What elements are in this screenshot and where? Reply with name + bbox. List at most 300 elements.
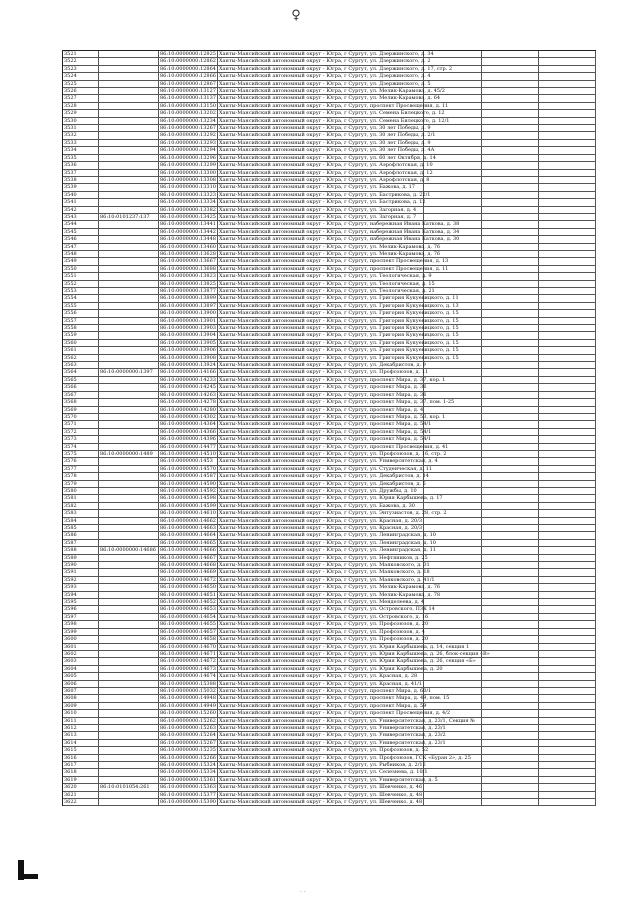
- empty-cell: [424, 503, 482, 509]
- empty-cell: [482, 577, 539, 583]
- table-row: [63, 288, 596, 295]
- empty-cell: [424, 362, 482, 368]
- empty-cell: [424, 451, 482, 457]
- old-cadastral-number: 86:10:0000000:1489: [99, 451, 159, 457]
- empty-cell: [424, 755, 482, 761]
- empty-cell: [539, 481, 596, 487]
- cadastral-number: 86:10:0000000:14477: [159, 444, 218, 450]
- cadastral-number: 86:10:0000000:13899: [159, 295, 218, 301]
- address: [218, 636, 429, 643]
- address-street: ул. Семена Билецкого, д. 12: [369, 110, 445, 117]
- address-prefix: Ханты-Мансийский автономный округ - Югра, г Сургут,: [219, 443, 370, 450]
- table-row: [63, 377, 596, 384]
- row-number: 3596: [63, 606, 99, 612]
- empty-cell: [424, 118, 482, 124]
- old-cadastral-number: [99, 703, 159, 709]
- address: [218, 236, 460, 243]
- empty-cell: [539, 281, 596, 287]
- empty-cell: [482, 288, 539, 294]
- row-number: 3587: [63, 540, 99, 546]
- row-number: 3619: [63, 777, 99, 783]
- empty-cell: [482, 488, 539, 494]
- empty-cell: [424, 155, 482, 161]
- address-prefix: Ханты-Мансийский автономный округ - Югра, г Сургут,: [219, 206, 370, 213]
- address-street: проспект Мира, д. 54/1: [369, 436, 432, 443]
- empty-cell: [482, 740, 539, 746]
- old-cadastral-number: [99, 140, 159, 146]
- empty-cell: [424, 444, 482, 450]
- cadastral-number: 86:10:0000000:14667: [159, 555, 218, 561]
- old-cadastral-number: [99, 399, 159, 405]
- row-number: 3600: [63, 636, 99, 642]
- old-cadastral-number: [99, 103, 159, 109]
- empty-cell: [424, 525, 482, 531]
- empty-cell: [539, 569, 596, 575]
- empty-cell: [424, 495, 482, 501]
- empty-cell: [482, 162, 539, 168]
- empty-cell: [424, 666, 482, 672]
- empty-cell: [482, 407, 539, 413]
- address-prefix: Ханты-Мансийский автономный округ - Югра, г Сургут,: [219, 80, 370, 87]
- empty-cell: [424, 310, 482, 316]
- address-street: ул. Университетская, д. 4: [369, 458, 438, 465]
- table-row: [63, 636, 596, 643]
- address-street: ул. Бажова, д. 30: [369, 502, 415, 509]
- empty-cell: [482, 525, 539, 531]
- address-street: ул. Семена Билецкого, д. 12/1: [369, 117, 450, 124]
- empty-cell: [482, 569, 539, 575]
- empty-cell: [539, 303, 596, 309]
- table-row: [63, 540, 596, 547]
- cadastral-number: 86:10:0000000:13137: [159, 95, 218, 101]
- row-number: 3570: [63, 414, 99, 420]
- address-street: ул. Менделеева, д. 4: [369, 599, 425, 606]
- empty-cell: [424, 51, 482, 57]
- empty-cell: [539, 266, 596, 272]
- address-street: ул. 60 лет Октября, д. 14: [369, 154, 436, 161]
- address: [218, 436, 432, 443]
- old-cadastral-number: [99, 384, 159, 390]
- empty-cell: [539, 340, 596, 346]
- empty-cell: [539, 547, 596, 553]
- empty-cell: [424, 192, 482, 198]
- cadastral-number: 86:10:0000000:13448: [159, 236, 218, 242]
- table-row: [63, 170, 596, 177]
- table-row: [63, 177, 596, 184]
- address-prefix: Ханты-Мансийский автономный округ - Югра, г Сургут,: [219, 406, 370, 413]
- old-cadastral-number: [99, 162, 159, 168]
- empty-cell: [539, 784, 596, 790]
- empty-cell: [482, 421, 539, 427]
- address: [218, 569, 430, 576]
- table-row: [63, 644, 596, 651]
- empty-cell: [424, 88, 482, 94]
- empty-cell: [424, 207, 482, 213]
- empty-cell: [539, 584, 596, 590]
- table-row: [63, 414, 596, 421]
- empty-cell: [482, 236, 539, 242]
- row-number: 3535: [63, 155, 99, 161]
- empty-cell: [424, 777, 482, 783]
- cadastral-number: 86:10:0000000:13425: [159, 214, 218, 220]
- old-cadastral-number: [99, 155, 159, 161]
- old-cadastral-number: [99, 599, 159, 605]
- cadastral-number: 86:10:0000000:15032: [159, 688, 218, 694]
- address: [218, 176, 430, 183]
- cadastral-number: 86:10:0000000:14655: [159, 621, 218, 627]
- cadastral-number: 86:10:0000000:13334: [159, 199, 218, 205]
- table-row: [63, 710, 596, 717]
- old-cadastral-number: 86:10:0000000:14686: [99, 547, 159, 553]
- old-cadastral-number: [99, 288, 159, 294]
- address-street: ул. Григория Кукуевицкого, д. 15: [369, 347, 459, 354]
- old-cadastral-number: [99, 392, 159, 398]
- empty-cell: [482, 755, 539, 761]
- empty-cell: [424, 718, 482, 724]
- address-prefix: Ханты-Мансийский автономный округ - Югра, г Сургут,: [219, 754, 370, 761]
- row-number: 3572: [63, 429, 99, 435]
- empty-cell: [539, 651, 596, 657]
- address: [218, 95, 441, 102]
- table-row: [63, 688, 596, 695]
- empty-cell: [539, 66, 596, 72]
- empty-cell: [539, 73, 596, 79]
- address-street: ул. Маяковского, д. 18: [369, 569, 430, 576]
- empty-cell: [482, 718, 539, 724]
- cadastral-number: 86:10:0000000:1453: [159, 458, 218, 464]
- table-row: [63, 666, 596, 673]
- empty-cell: [482, 784, 539, 790]
- cadastral-number: 86:10:0000000:15267: [159, 740, 218, 746]
- cadastral-number: 86:10:0000000:14669: [159, 569, 218, 575]
- address-street: ул. Бастрикова, д. 22/1: [369, 191, 431, 198]
- empty-cell: [482, 273, 539, 279]
- address-prefix: Ханты-Мансийский автономный округ - Югра, г Сургут,: [219, 332, 370, 339]
- address-street: проспект Мира, д. 4: [369, 406, 424, 413]
- cadastral-number: 86:10:0000000:13300: [159, 170, 218, 176]
- table-row: [63, 273, 596, 280]
- empty-cell: [424, 73, 482, 79]
- table-row: [63, 747, 596, 754]
- empty-cell: [482, 340, 539, 346]
- address-street: ул. Загорная, д. 4: [369, 206, 417, 213]
- row-number: 3593: [63, 584, 99, 590]
- empty-cell: [539, 503, 596, 509]
- empty-cell: [424, 688, 482, 694]
- old-cadastral-number: [99, 592, 159, 598]
- empty-cell: [424, 251, 482, 257]
- row-number: 3597: [63, 614, 99, 620]
- address-street: ул. Маяковского, д. 31: [369, 562, 430, 569]
- cadastral-number: 86:10:0000000:14364: [159, 421, 218, 427]
- table-row: [63, 407, 596, 414]
- address-prefix: Ханты-Мансийский автономный округ - Югра, г Сургут,: [219, 339, 370, 346]
- empty-cell: [482, 295, 539, 301]
- address-street: набережная Ивана Каткова, д. 34: [369, 228, 460, 235]
- address-prefix: Ханты-Мансийский автономный округ - Югра, г Сургут,: [219, 739, 370, 746]
- empty-cell: [539, 347, 596, 353]
- address: [218, 754, 471, 761]
- table-row: [63, 451, 596, 458]
- empty-cell: [424, 125, 482, 131]
- empty-cell: [539, 577, 596, 583]
- address-prefix: Ханты-Мансийский автономный округ - Югра, г Сургут,: [219, 58, 370, 65]
- empty-cell: [539, 621, 596, 627]
- empty-cell: [424, 569, 482, 575]
- empty-cell: [424, 132, 482, 138]
- row-number: 3537: [63, 170, 99, 176]
- address: [218, 147, 435, 154]
- header-mark: ♀: [291, 8, 301, 23]
- table-row: [63, 473, 596, 480]
- empty-cell: [424, 651, 482, 657]
- address-prefix: Ханты-Мансийский автономный округ - Югра, г Сургут,: [219, 465, 370, 472]
- address-street: проспект Просвещения, д. 13: [369, 258, 449, 265]
- row-number: 3551: [63, 273, 99, 279]
- cadastral-number: 86:10:0000000:13127: [159, 88, 218, 94]
- address-street: ул. Григория Кукуевицкого, д. 13: [369, 302, 459, 309]
- address-prefix: Ханты-Мансийский автономный округ - Югра, г Сургут,: [219, 376, 370, 383]
- address-street: ул. Григория Кукуевицкого, д. 15: [369, 310, 459, 317]
- row-number: 3589: [63, 555, 99, 561]
- row-number: 3540: [63, 192, 99, 198]
- row-number: 3558: [63, 325, 99, 331]
- empty-cell: [482, 451, 539, 457]
- empty-cell: [539, 703, 596, 709]
- cadastral-number: 86:10:0000000:14673: [159, 666, 218, 672]
- old-cadastral-number: [99, 347, 159, 353]
- address-prefix: Ханты-Мансийский автономный округ - Югра, г Сургут,: [219, 710, 370, 717]
- address: [218, 110, 445, 117]
- cadastral-number: 86:10:0000000:14366: [159, 429, 218, 435]
- address-prefix: Ханты-Мансийский автономный округ - Югра, г Сургут,: [219, 717, 370, 724]
- empty-cell: [424, 606, 482, 612]
- address-street: ул. Григория Кукуевицкого, д. 15: [369, 354, 459, 361]
- empty-cell: [424, 762, 482, 768]
- empty-cell: [539, 221, 596, 227]
- address-prefix: Ханты-Мансийский автономный округ - Югра, г Сургут,: [219, 658, 370, 665]
- empty-cell: [482, 458, 539, 464]
- cadastral-number: 86:10:0000000:14654: [159, 614, 218, 620]
- cadastral-number: 86:10:0000000:14668: [159, 562, 218, 568]
- row-number: 3602: [63, 651, 99, 657]
- row-number: 3554: [63, 295, 99, 301]
- row-number: 3603: [63, 658, 99, 664]
- cadastral-number: 86:10:0000000:15377: [159, 792, 218, 798]
- row-number: 3560: [63, 340, 99, 346]
- address: [218, 399, 455, 406]
- address: [218, 599, 424, 605]
- old-cadastral-number: [99, 769, 159, 775]
- address-street: ул. Дружбы, д. 10: [369, 487, 417, 494]
- empty-cell: [482, 599, 539, 605]
- address-street: ул. Аэрофлотская, д. 12: [369, 169, 433, 176]
- old-cadastral-number: [99, 495, 159, 501]
- address: [218, 325, 459, 332]
- empty-cell: [482, 636, 539, 642]
- row-number: 3590: [63, 562, 99, 568]
- empty-cell: [539, 599, 596, 605]
- cadastral-number: 86:10:0000000:13905: [159, 340, 218, 346]
- empty-cell: [424, 332, 482, 338]
- old-cadastral-number: [99, 170, 159, 176]
- address: [218, 102, 449, 109]
- table-row: [63, 495, 596, 502]
- address-street: ул. Нефтяников, д. 25: [369, 554, 428, 561]
- address: [218, 465, 433, 472]
- address-street: ул. Ленинградская, д. 10: [369, 539, 436, 546]
- address-prefix: Ханты-Мансийский автономный округ - Югра, г Сургут,: [219, 636, 370, 643]
- table-row: [63, 355, 596, 362]
- empty-cell: [539, 162, 596, 168]
- row-number: 3530: [63, 118, 99, 124]
- address: [218, 747, 429, 754]
- address-prefix: Ханты-Мансийский автономный округ - Югра, г Сургут,: [219, 428, 370, 435]
- old-cadastral-number: [99, 184, 159, 190]
- empty-cell: [539, 58, 596, 64]
- address-prefix: Ханты-Мансийский автономный округ - Югра, г Сургут,: [219, 673, 370, 680]
- address: [218, 347, 459, 354]
- row-number: 3555: [63, 303, 99, 309]
- address-prefix: Ханты-Мансийский автономный округ - Югра, г Сургут,: [219, 784, 370, 791]
- address: [218, 710, 450, 717]
- cadastral-number: 86:10:0000000:14245: [159, 384, 218, 390]
- empty-cell: [482, 192, 539, 198]
- address-street: ул. Островского, д. 16: [369, 613, 429, 620]
- empty-cell: [482, 429, 539, 435]
- empty-cell: [482, 95, 539, 101]
- address-prefix: Ханты-Мансийский автономный округ - Югра, г Сургут,: [219, 191, 370, 198]
- empty-cell: [539, 81, 596, 87]
- cadastral-number: 86:10:0000000:15263: [159, 725, 218, 731]
- old-cadastral-number: [99, 118, 159, 124]
- row-number: 3552: [63, 281, 99, 287]
- address-prefix: Ханты-Мансийский автономный округ - Югра, г Сургут,: [219, 154, 370, 161]
- row-number: 3578: [63, 473, 99, 479]
- empty-cell: [539, 258, 596, 264]
- address-prefix: Ханты-Мансийский автономный округ - Югра, г Сургут,: [219, 599, 370, 606]
- empty-cell: [482, 703, 539, 709]
- address-street: ул. Профсоюзов, д. 4: [369, 628, 425, 635]
- address: [218, 576, 435, 583]
- old-cadastral-number: [99, 199, 159, 205]
- empty-cell: [539, 540, 596, 546]
- row-number: 3550: [63, 266, 99, 272]
- empty-cell: [539, 688, 596, 694]
- address-street: ул. Юрия Карбышева, д. 26, секция «Б»: [369, 658, 476, 665]
- cadastral-number: 86:10:0000000:13323: [159, 192, 218, 198]
- address-street: ул. Профсоюзов, д. 11: [369, 369, 429, 376]
- empty-cell: [424, 66, 482, 72]
- empty-cell: [482, 518, 539, 524]
- address: [218, 606, 435, 613]
- cadastral-number: 86:10:0000000:15363: [159, 784, 218, 790]
- cadastral-number: 86:10:0000000:13292: [159, 132, 218, 138]
- empty-cell: [482, 444, 539, 450]
- empty-cell: [482, 281, 539, 287]
- address-prefix: Ханты-Мансийский автономный округ - Югра, г Сургут,: [219, 139, 370, 146]
- empty-cell: [424, 629, 482, 635]
- empty-cell: [424, 695, 482, 701]
- address-prefix: Ханты-Мансийский автономный округ - Югра, г Сургут,: [219, 95, 370, 102]
- old-cadastral-number: [99, 710, 159, 716]
- address: [218, 369, 429, 376]
- cadastral-number: 86:10:0000000:13310: [159, 184, 218, 190]
- empty-cell: [539, 414, 596, 420]
- cadastral-number: 86:10:0000000:13628: [159, 251, 218, 257]
- table-row: [63, 629, 596, 636]
- empty-cell: [482, 399, 539, 405]
- address-street: проспект Мира, д. 60/1: [369, 687, 432, 694]
- address-prefix: Ханты-Мансийский автономный округ - Югра, г Сургут,: [219, 273, 370, 280]
- row-number: 3531: [63, 125, 99, 131]
- address: [218, 280, 435, 287]
- cadastral-number: 86:10:0000000:14650: [159, 584, 218, 590]
- empty-cell: [482, 777, 539, 783]
- old-cadastral-number: [99, 666, 159, 672]
- empty-cell: [539, 614, 596, 620]
- address-prefix: Ханты-Мансийский автономный округ - Югра, г Сургут,: [219, 576, 370, 583]
- cadastral-number: 86:10:0000000:14651: [159, 592, 218, 598]
- row-number: 3538: [63, 177, 99, 183]
- cadastral-number: 86:10:0000000:13897: [159, 303, 218, 309]
- cadastral-number: 86:10:0000000:14396: [159, 436, 218, 442]
- row-number: 3586: [63, 532, 99, 538]
- address-street: ул. Профсоюзов, д. 52: [369, 747, 429, 754]
- old-cadastral-number: [99, 51, 159, 57]
- row-number: 3577: [63, 466, 99, 472]
- empty-cell: [539, 355, 596, 361]
- empty-cell: [482, 332, 539, 338]
- address-street: набережная Ивана Каткова, д. 30: [369, 236, 460, 243]
- row-number: 3526: [63, 88, 99, 94]
- address-prefix: Ханты-Мансийский автономный округ - Югра, г Сургут,: [219, 502, 370, 509]
- table-row: [63, 81, 596, 88]
- empty-cell: [482, 732, 539, 738]
- row-number: 3610: [63, 710, 99, 716]
- cadastral-number: 86:10:0000000:14263: [159, 392, 218, 398]
- empty-cell: [482, 466, 539, 472]
- address-street: ул. Красная, д. 41/1: [369, 680, 423, 687]
- address-prefix: Ханты-Мансийский автономный округ - Югра, г Сургут,: [219, 458, 370, 465]
- address: [218, 288, 435, 294]
- address-street: ул. Островского, ПЗК 14: [369, 606, 435, 613]
- address-street: ул. Дзержинского, д. 4: [369, 73, 431, 80]
- empty-cell: [539, 681, 596, 687]
- empty-cell: [539, 792, 596, 798]
- empty-cell: [424, 725, 482, 731]
- address: [218, 799, 424, 805]
- empty-cell: [424, 184, 482, 190]
- old-cadastral-number: [99, 110, 159, 116]
- address-street: ул. Юрия Карбышева, д. 20: [369, 665, 443, 672]
- empty-cell: [482, 473, 539, 479]
- cadastral-number: 86:10:0000000:14948: [159, 695, 218, 701]
- address: [218, 443, 449, 450]
- row-number: 3522: [63, 58, 99, 64]
- cadastral-number: 86:10:0000000:14666: [159, 547, 218, 553]
- address-prefix: Ханты-Мансийский автономный округ - Югра, г Сургут,: [219, 547, 370, 554]
- cadastral-number: 86:10:0000000:13296: [159, 155, 218, 161]
- old-cadastral-number: [99, 466, 159, 472]
- address: [218, 80, 431, 87]
- table-row: [63, 236, 596, 243]
- address-prefix: Ханты-Мансийский автономный округ - Югра, г Сургут,: [219, 724, 370, 731]
- address-prefix: Ханты-Мансийский автономный округ - Югра, г Сургут,: [219, 510, 370, 517]
- empty-cell: [482, 606, 539, 612]
- cadastral-number: 86:10:0000000:13904: [159, 332, 218, 338]
- row-number: 3524: [63, 73, 99, 79]
